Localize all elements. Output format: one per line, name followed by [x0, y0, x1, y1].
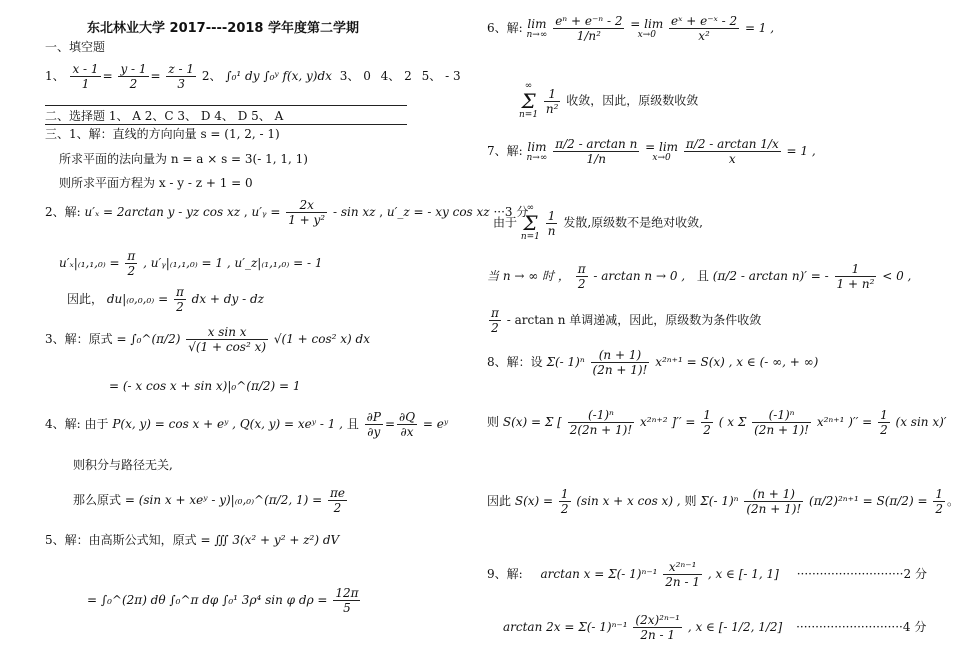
p7-derivative-frac: $\frac{1}{\text{1 + n²}}$ [836, 262, 875, 291]
p7-lim: lim n→∞ [526, 140, 548, 163]
section-choice: 二、选择题 1、 A 2、C 3、 D 4、 D 5、 A [45, 109, 284, 123]
p8-then: 则 [487, 415, 500, 429]
p9-interval-2: , x ∈ [- 1/2, 1/2] [687, 620, 783, 634]
p5-spherical: = ∫₀^(2π) dθ ∫₀^π dφ ∫₀¹ 3ρ⁴ sin φ dρ = [87, 593, 328, 607]
p4-dP-dy: $\frac{\partial P}{\partial y}$ [366, 410, 381, 439]
p9-label: 9、解: [487, 567, 523, 581]
p5-expr: ∭ 3(x² + y² + z²) dV [214, 533, 340, 547]
p8-sum-2: Σ(- 1)ⁿ [700, 494, 739, 508]
p8-frac-2: $\frac{\text{(-1)ⁿ}}{2(2n + 1)!}$ [569, 408, 633, 437]
p6-frac-n: $\frac{\text{eⁿ + e⁻ⁿ - 2}}{\text{1/n²}}$ [555, 14, 623, 43]
q1-label: 1、 [45, 69, 65, 83]
p8-S-pi-half: (π/2)²ⁿ⁺¹ = S(π/2) = [809, 494, 928, 508]
p7-line2 [493, 204, 703, 242]
p2-ux: u′ₓ = 2arctan y - yz cos xz [84, 205, 241, 219]
p5-line1 [45, 531, 339, 548]
p7-result: = 1 , [786, 144, 816, 158]
p7-divergent: 发散,原级数不是绝对收敛, [563, 215, 703, 230]
p5-line2 [87, 586, 362, 615]
p8-half-4: $\frac{1}{2}$ [935, 487, 943, 516]
p4-line2: 则积分与路径无关, [73, 458, 173, 472]
p4-dQ-dx: $\frac{\partial Q}{\partial x}$ [399, 410, 416, 439]
p8-line3: 因此 S(x) = $\frac{1}{2}$ (sin x + x cos x) , 则 Σ(- 1)ⁿ $\frac{(n + 1)}{(2n + 1)!}$ (π/2)²ⁿ⁺¹ = S(π/2) = $\frac{1}{2}$ 。 [487, 487, 959, 516]
p2-other-values: , u′ᵧ|₍₁,₁,₀₎ = 1 , u′_z|₍₁,₁,₀₎ = - 1 [143, 256, 323, 270]
p2-uy: u′ᵧ = [251, 205, 281, 219]
q2-expr: ∫₀¹ dy ∫₀ʸ f(x, y)dx [225, 69, 332, 83]
p2-score: ···3 分 [493, 205, 529, 219]
p6-frac-x: $\frac{\text{eˣ + e⁻ˣ - 2}}{\text{x²}}$ [671, 14, 738, 43]
p5-result: $\frac{12\pi}{5}$ [335, 586, 359, 615]
section-fill-blank: 一、填空题 [45, 40, 106, 54]
p7-and: 且 [696, 269, 709, 283]
s3-p1-line1: 三、1、解：直线的方向向量 s = (1, 2, - 1) [45, 127, 280, 141]
p9-frac-2: $\frac{\text{(2x)²ⁿ⁻¹}}{2n - 1}$ [635, 613, 680, 642]
p8-x-sum: ( x Σ [718, 415, 747, 429]
p6-line2 [519, 82, 698, 120]
p4-result: $\frac{\pi e}{2}$ [329, 486, 345, 515]
p4-and: 且 [346, 417, 359, 431]
p6-sum: ∞ Σ n=1 [519, 81, 539, 120]
p3-line1 [45, 325, 370, 354]
p9-score-2: ····························4 分 [796, 620, 927, 634]
p8-xsinx: (x sin x)′ [895, 415, 947, 429]
p7-line3 [487, 262, 911, 291]
p8-power-2: x²ⁿ⁺² ]′′ = [640, 415, 696, 429]
p8-frac-4: $\frac{(n + 1)}{(2n + 1)!}$ [746, 487, 802, 516]
p9-interval-1: , x ∈ [- 1, 1] [707, 567, 779, 581]
p8-Sx-eq: S(x) = [514, 494, 554, 508]
p3-frac: $\frac{\text{x sin x}}{\text{√(1 + cos² x)}}$ [188, 325, 267, 354]
p4-original: 那么原式 [73, 493, 122, 507]
p9-arctan-x: arctan x = Σ(- 1)ⁿ⁻¹ [540, 567, 658, 581]
p3-line2: = (- x cos x + sin x)|₀^(π/2) = 1 [109, 379, 301, 393]
p8-frac: $\frac{(n + 1)}{(2n + 1)!}$ [592, 348, 648, 377]
s3-p1-line2: 所求平面的法向量为 n = a × s = 3(- 1, 1, 1) [59, 152, 308, 166]
p2-du [67, 285, 264, 314]
q1-frac-z: $\frac{z - 1}{3}$ [168, 62, 195, 91]
p8-line1 [487, 348, 818, 377]
p7-line4 [487, 306, 761, 335]
p7-since: 由于 [493, 215, 518, 230]
p8-therefore: 因此 [487, 494, 512, 508]
p5-label: 5、解：由高斯公式知，原式 = [45, 533, 211, 547]
p4-label: 4、解: 由于 [45, 417, 109, 431]
q1-frac-y: $\frac{y - 1}{2}$ [120, 62, 147, 91]
p8-sum: Σ(- 1)ⁿ [546, 355, 585, 369]
s3-p1-line3: 则所求平面方程为 x - y - z + 1 = 0 [59, 176, 253, 190]
p6-result: = 1 , [744, 21, 775, 35]
p2-uy-frac: $\frac{2x}{\text{1 + y²}}$ [288, 198, 326, 227]
p4-P: P(x, y) = cos x + eʸ , [112, 417, 236, 431]
p6-lim2: = lim x→0 [630, 17, 664, 40]
q3-value: 0 [363, 69, 371, 83]
p9-line2 [503, 613, 926, 642]
p7-when: 当 n → ∞ 时 ， [487, 269, 570, 283]
p2-uz: u′_z = - xy cos xz [386, 205, 490, 219]
p2-uy-rest: - sin xz [332, 205, 376, 219]
p4-line3 [73, 486, 349, 515]
p7-sum-frac: $\frac{1}{n}$ [547, 208, 556, 238]
p6-conclusion: 收敛，因此，原级数收敛 [566, 93, 699, 108]
p8-frac-3: $\frac{\text{(-1)ⁿ}}{(2n + 1)!}$ [754, 408, 809, 437]
p7-line1 [487, 137, 816, 166]
p8-line2 [487, 408, 947, 437]
p9-frac-1: $\frac{\text{x²ⁿ⁻¹}}{2n - 1}$ [665, 560, 700, 589]
p7-derivative: (π/2 - arctan n)′ = - [712, 269, 829, 283]
p6-line1 [487, 14, 774, 43]
p7-label: 7、解: [487, 144, 523, 158]
p4-expr: = (sin x + xeʸ - y)|₍₀,₀₎^(π/2, 1) = [124, 493, 323, 507]
divider-bottom [45, 124, 407, 125]
p7-frac-n: $\frac{\text{π/2 - arctan n}}{1/n}$ [555, 137, 638, 166]
exam-title: 东北林业大学 2017----2018 学年度第二学期 [87, 21, 359, 36]
p7-pi-half-2: $\frac{\pi}{2}$ [491, 306, 499, 335]
p6-lim: lim n→∞ [526, 17, 548, 40]
p7-lim2: = lim x→0 [645, 140, 679, 163]
p2-therefore: 因此， [67, 292, 104, 306]
p8-then-2: 则 [684, 494, 697, 508]
p4-Q: Q(x, y) = xeʸ - 1 , [239, 417, 343, 431]
q5-value: - 3 [445, 69, 461, 83]
q4-value: 2 [404, 69, 412, 83]
p8-closed-form: (sin x + x cos x) , [576, 494, 681, 508]
p7-frac-x: $\frac{\pi/2 - \arctan 1/x}{x}$ [685, 137, 779, 166]
p2-du-lhs: du|₍₀,₀,₀₎ = [106, 292, 169, 306]
p2-ux-value: u′ₓ|₍₁,₁,₀₎ = [59, 256, 120, 270]
q4-label: 4、 [380, 69, 401, 83]
p2-values [59, 249, 322, 278]
p2-partials: 2、解: u′ₓ = 2arctan y - yz cos xz , u′ᵧ = $\frac{2x}{\text{1 + y²}}$ - sin xz , u′_z = - xy cos xz ···3 分 [45, 198, 529, 227]
p2-du-rhs: dx + dy - dz [191, 292, 264, 306]
p2-pi-half: $\frac{\pi}{2}$ [127, 249, 136, 278]
p8-half-3: $\frac{1}{2}$ [560, 487, 569, 516]
p8-half: $\frac{1}{2}$ [703, 408, 711, 437]
p8-Sx: x²ⁿ⁺¹ = S(x) , x ∈ (- ∞, + ∞) [655, 355, 819, 369]
p7-sum: ∞ Σ n=1 [520, 203, 540, 242]
p9-line1 [487, 560, 927, 589]
divider-top [45, 105, 407, 106]
p8-power-3: x²ⁿ⁺¹ )′′ = [816, 415, 873, 429]
q3-label: 3、 [339, 69, 360, 83]
q1-frac-x: $\frac{x - 1}{1}$ [72, 62, 99, 91]
p8-label: 8、解：设 [487, 355, 543, 369]
p6-label: 6、解: [487, 21, 523, 35]
p7-conclusion: - arctan n 单调递减，因此，原级数为条件收敛 [506, 313, 762, 327]
p9-arctan-2x: arctan 2x = Σ(- 1)ⁿ⁻¹ [503, 620, 628, 634]
q5-label: 5、 [421, 69, 442, 83]
q2-label: 2、 [201, 69, 222, 83]
p2-label: 2、解: [45, 205, 81, 219]
p3-rest: √(1 + cos² x) dx [273, 332, 370, 346]
p3-integral: ∫₀^(π/2) [130, 332, 181, 346]
p2-du-frac: $\frac{\pi}{2}$ [175, 285, 184, 314]
p4-line1: 4、解: 由于 P(x, y) = cos x + eʸ , Q(x, y) = xeʸ - 1 , 且 $\frac{\partial P}{\partial y}$ = $\frac{\partial Q}{\partial x}$ = eʸ [45, 410, 449, 439]
p7-limit-zero: - arctan n → 0 , [593, 269, 686, 283]
p3-label: 3、解：原式 = [45, 332, 127, 346]
p7-negative: < 0 , [882, 269, 912, 283]
p7-pi-half: $\frac{\pi}{2}$ [577, 262, 586, 291]
p8-half-2: $\frac{1}{2}$ [880, 408, 888, 437]
p9-score-1: ····························2 分 [796, 567, 927, 581]
p8-Sx-series: S(x) = Σ [ [502, 415, 562, 429]
p4-ey: = eʸ [422, 417, 449, 431]
fill-blank-answers: 1、 $\frac{x - 1}{1}$ = $\frac{y - 1}{2}$ = $\frac{z - 1}{3}$ 2、 ∫₀¹ dy ∫₀ʸ f(x, y)dx 3、 0 4、 2 5、 - 3 [45, 62, 461, 91]
p6-sum-frac: $\frac{1}{\text{n²}}$ [545, 86, 559, 116]
right-column [487, 0, 959, 672]
